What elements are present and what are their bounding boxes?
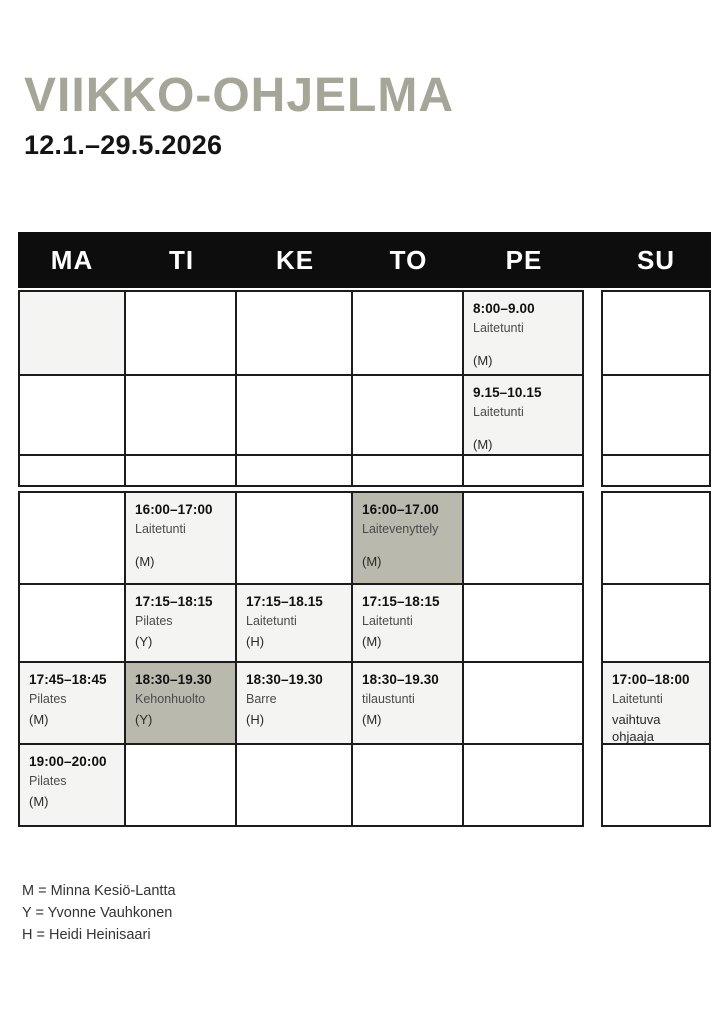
sunday-section-top	[601, 290, 711, 487]
class-time: 17:15–18:15	[362, 594, 440, 609]
class-time: 16:00–17.00	[362, 502, 439, 517]
cell-su-r2	[603, 376, 709, 454]
schedule-section-top	[18, 290, 584, 487]
cell-ke-r3	[237, 456, 351, 485]
day-header-ti: TI	[168, 244, 195, 275]
legend-item-h: H = Heidi Heinisaari	[22, 927, 151, 943]
class-instructor: (M)	[135, 554, 155, 569]
main-days-column	[18, 290, 584, 827]
cell-su-r7	[603, 745, 709, 825]
class-time: 18:30–19.30	[135, 672, 212, 687]
cell-ma-r6	[20, 663, 124, 743]
cell-ma-r5	[20, 585, 124, 661]
day-header-pe: PE	[505, 244, 543, 275]
cell-pe-r7	[464, 745, 582, 825]
cell-to-r2	[353, 376, 462, 454]
class-time: 8:00–9.00	[473, 301, 535, 316]
class-instructor: (H)	[246, 712, 265, 727]
cell-ma-r1	[20, 292, 124, 374]
cell-ke-r7	[237, 745, 351, 825]
class-instructor: (M)	[362, 554, 382, 569]
schedule-table	[18, 232, 711, 827]
cell-pe-r6	[464, 663, 582, 743]
cell-pe-r2	[464, 376, 582, 454]
cell-su-r3	[603, 456, 709, 485]
cell-ti-r5	[126, 585, 235, 661]
schedule-body	[18, 290, 711, 827]
cell-pe-r1	[464, 292, 582, 374]
class-time: 16:00–17:00	[135, 502, 213, 517]
class-time: 17:45–18:45	[29, 672, 107, 687]
class-instructor: (M)	[473, 437, 493, 452]
class-instructor: (M)	[362, 634, 382, 649]
cell-to-r5	[353, 585, 462, 661]
cell-ma-r3	[20, 456, 124, 485]
cell-ke-r4	[237, 493, 351, 583]
class-time: 9.15–10.15	[473, 385, 542, 400]
class-instructor: (M)	[29, 712, 49, 727]
cell-ti-r6	[126, 663, 235, 743]
cell-to-r4	[353, 493, 462, 583]
cell-pe-r3	[464, 456, 582, 485]
schedule-section-bottom	[18, 491, 584, 827]
cell-su-r5	[603, 585, 709, 661]
class-instructor: (M)	[473, 353, 493, 368]
cell-su-r4	[603, 493, 709, 583]
class-instructor: (Y)	[135, 634, 153, 649]
class-name: Laitetunti	[362, 614, 413, 628]
cell-su-r1	[603, 292, 709, 374]
cell-ti-r2	[126, 376, 235, 454]
cell-to-r3	[353, 456, 462, 485]
cell-ma-r2	[20, 376, 124, 454]
class-name: Laitetunti	[473, 405, 524, 419]
sunday-section-bottom	[601, 491, 711, 827]
day-header-to: TO	[389, 244, 428, 275]
class-name: Pilates	[135, 614, 173, 628]
column-gap	[584, 290, 601, 827]
cell-su-r6	[603, 663, 709, 743]
legend-item-y: Y = Yvonne Vauhkonen	[22, 905, 173, 921]
class-name: Kehonhuolto	[135, 692, 206, 706]
class-instructor: vaihtuva ohjaaja	[612, 712, 661, 743]
cell-ke-r2	[237, 376, 351, 454]
class-name: Laitetunti	[473, 321, 524, 335]
day-header-ke: KE	[275, 244, 315, 275]
class-instructor: (H)	[246, 634, 265, 649]
cell-to-r6	[353, 663, 462, 743]
cell-to-r7	[353, 745, 462, 825]
cell-ke-r5	[237, 585, 351, 661]
cell-pe-r5	[464, 585, 582, 661]
class-time: 17:15–18:15	[135, 594, 213, 609]
cell-ti-r4	[126, 493, 235, 583]
day-header-row	[18, 232, 711, 288]
class-time: 17:00–18:00	[612, 672, 690, 687]
cell-ma-r4	[20, 493, 124, 583]
class-name: Laitetunti	[246, 614, 297, 628]
sunday-column	[601, 290, 711, 827]
cell-ke-r1	[237, 292, 351, 374]
cell-ti-r3	[126, 456, 235, 485]
class-name: Laitetunti	[612, 692, 663, 706]
day-header-ma: MA	[50, 244, 94, 275]
class-instructor: (M)	[29, 794, 49, 809]
class-time: 18:30–19.30	[246, 672, 323, 687]
day-header-su: SU	[636, 244, 676, 275]
class-time: 19:00–20:00	[29, 754, 107, 769]
cell-ma-r7	[20, 745, 124, 825]
cell-ti-r1	[126, 292, 235, 374]
page-title: VIIKKO-OHJELMA	[24, 69, 455, 122]
class-instructor: (M)	[362, 712, 382, 727]
instructor-legend	[22, 880, 176, 946]
cell-to-r1	[353, 292, 462, 374]
cell-ti-r7	[126, 745, 235, 825]
class-name: Barre	[246, 692, 277, 706]
legend-item-m: M = Minna Kesiö-Lantta	[22, 883, 176, 899]
class-name: Laitevenyttely	[362, 522, 439, 536]
class-time: 18:30–19.30	[362, 672, 439, 687]
class-name: Pilates	[29, 774, 67, 788]
date-range: 12.1.–29.5.2026	[24, 130, 223, 160]
cell-pe-r4	[464, 493, 582, 583]
cell-ke-r6	[237, 663, 351, 743]
class-name: Pilates	[29, 692, 67, 706]
class-instructor: (Y)	[135, 712, 153, 727]
class-name: Laitetunti	[135, 522, 186, 536]
class-time: 17:15–18.15	[246, 594, 323, 609]
class-name: tilaustunti	[362, 692, 415, 706]
